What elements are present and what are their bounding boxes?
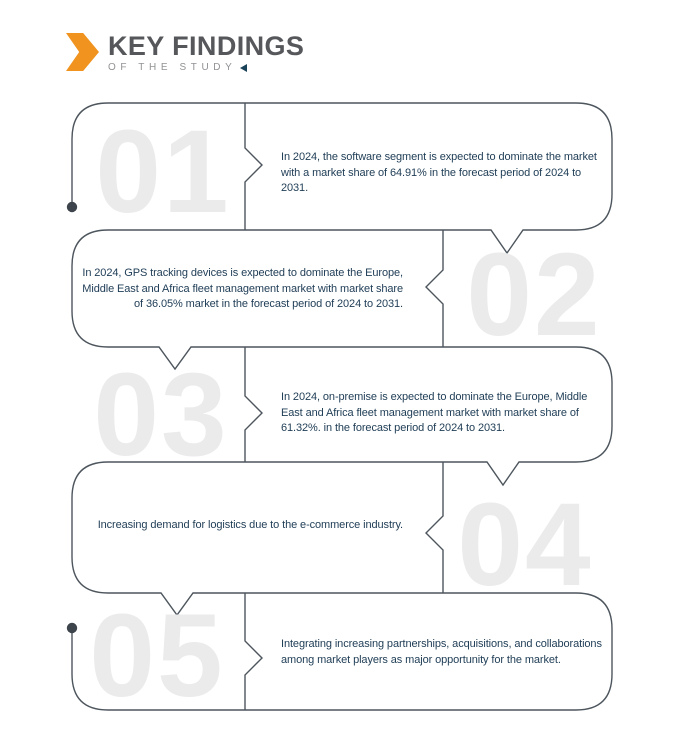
divider-1 (245, 103, 262, 230)
divider-2 (426, 230, 443, 347)
finding-number: 05 (89, 590, 225, 722)
finding-number: 04 (457, 479, 593, 611)
finding-number: 01 (95, 106, 231, 238)
connector-dot-bottom (67, 623, 77, 633)
connector-dot-top (67, 202, 77, 212)
finding-text: In 2024, GPS tracking devices is expected to dominate the Europe, Middle East and Africa fleet management market with market share of 36.05% market in the forecast period of 2024 to 2031. (82, 267, 403, 310)
finding-text: Integrating increasing partnerships, acquisitions, and collaborations among market players as major opportunity for the market. (281, 638, 602, 666)
page-subtitle: OF THE STUDY (108, 62, 237, 73)
finding-number: 03 (93, 349, 229, 481)
divider-4 (426, 462, 443, 593)
page-title: KEY FINDINGS (108, 31, 305, 61)
finding-text: In 2024, the software segment is expected to dominate the market with a market share of 64.91% in the forecast period of 2024 to 2031. (281, 151, 597, 194)
finding-text: Increasing demand for logistics due to the e-commerce industry. (97, 519, 403, 531)
divider-5 (245, 593, 262, 710)
divider-3 (245, 347, 262, 462)
finding-text: In 2024, on-premise is expected to dominate the Europe, Middle East and Africa fleet management market with market share of 61.32%. in the forecast period of 2024 to 2031. (281, 391, 588, 434)
finding-number: 02 (466, 229, 602, 361)
